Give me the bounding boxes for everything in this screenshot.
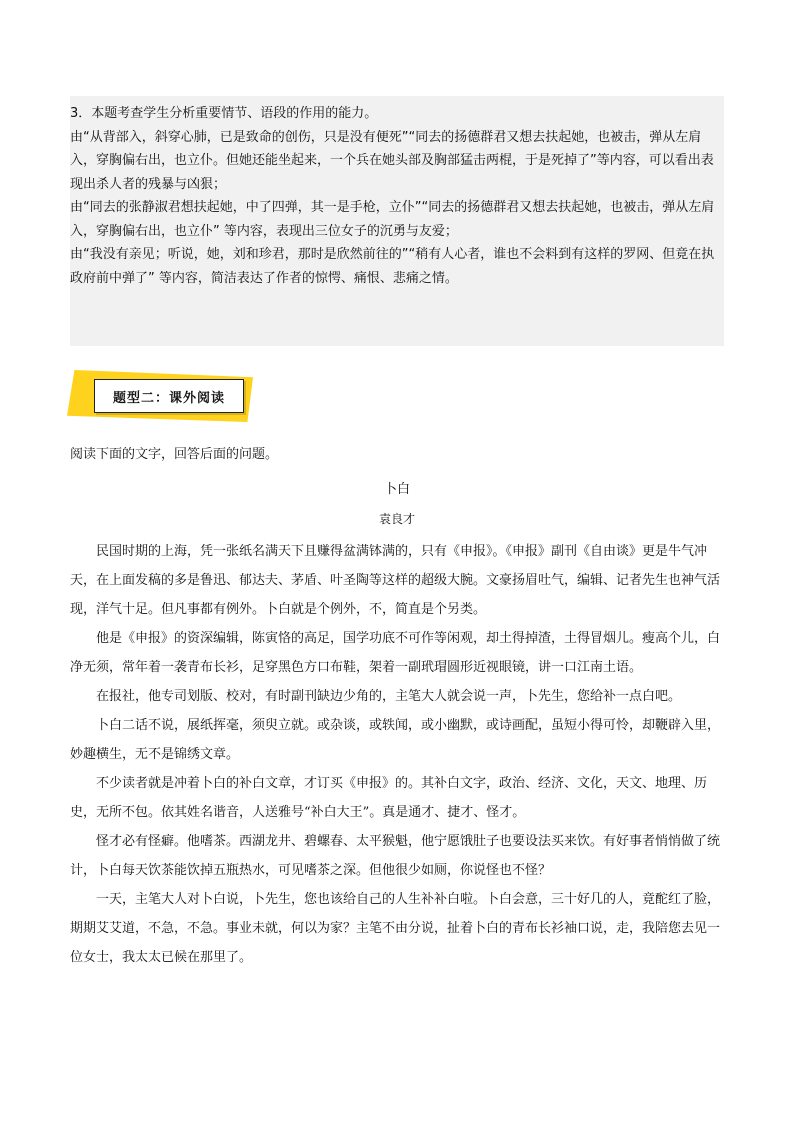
answer-heading: 3．本题考查学生分析重要情节、语段的作用的能力。 [70, 106, 378, 121]
reading-intro: 阅读下面的文字，回答后面的问题。 [70, 447, 279, 462]
article-author: 袁良才 [378, 512, 415, 526]
article-paragraph: 怪才必有怪癖。他嗜茶。西湖龙井、碧螺春、太平猴魁，他宁愿饿肚子也要设法买来饮。有好事者悄悄做了统计，卜白每天饮茶能饮掉五瓶热水，可见嗜茶之深。但他很少如厕，你说怪也不怪？ [70, 834, 721, 878]
article-paragraph: 不少读者就是冲着卜白的补白文章，才订买《申报》的。其补白文字，政治、经济、文化，天文、地理、历史，无所不包。依其姓名谐音，人送雅号“补白大王”。真是通才、捷才、怪才。 [70, 776, 708, 820]
article-paragraph: 他是《申报》的资深编辑，陈寅恪的高足，国学功底不可作等闲观，却土得掉渣，土得冒烟儿。瘦高个儿，白净无须，常年着一袭青布长衫，足穿黑色方口布鞋，架着一副玳瑁圆形近视眼镜，讲一口江南土语。 [70, 631, 721, 675]
section-label: 题型二：课外阅读 [94, 379, 244, 413]
section-banner [67, 370, 253, 422]
answer-paragraph: 由“同去的张静淑君想扶起她，中了四弹，其一是手枪，立仆”“同去的扬德群君又想去扶起她，也被击，弹从左肩入，穿胸偏右出，也立仆” 等内容，表现出三位女子的沉勇与友爱； [70, 200, 715, 239]
article-paragraph: 民国时期的上海，凭一张纸名满天下且赚得盆满钵满的，只有《申报》。《申报》副刊《自由谈》更是牛气冲天，在上面发稿的多是鲁迅、郁达夫、茅盾、叶圣陶等这样的超级大腕。文豪扬眉吐气，编辑、记者先生也神气活现，洋气十足。但凡事都有例外。卜白就是个例外，不，简直是个另类。 [70, 544, 721, 617]
answer-paragraph: 由“从背部入，斜穿心肺，已是致命的创伤，只是没有便死”“同去的扬德群君又想去扶起她，也被击，弹从左肩入，穿胸偏右出，也立仆。但她还能坐起来，一个兵在她头部及胸部猛击两棍，于是死掉了”等内容，可以看出表现出杀人者的残暴与凶狠； [70, 129, 714, 192]
answer-analysis-box [70, 96, 724, 346]
article-paragraph: 一天，主笔大人对卜白说，卜先生，您也该给自己的人生补补白啦。卜白会意，三十好几的人，竟酡红了脸，期期艾艾道，不急，不急。事业未就，何以为家？主笔不由分说，扯着卜白的青布长衫袖口说，走，我陪您去见一位女士，我太太已候在那里了。 [70, 892, 721, 965]
answer-paragraph: 由“我没有亲见；听说，她，刘和珍君，那时是欣然前往的”“稍有人心者，谁也不会料到有这样的罗网、但竟在执政府前中弹了” 等内容，简洁表达了作者的惊愕、痛恨、悲痛之情。 [70, 247, 715, 286]
article-body [70, 537, 724, 972]
article-paragraph: 卜白二话不说，展纸挥毫，须臾立就。或杂谈，或轶闻，或小幽默，或诗画配，虽短小得可怜，却鞭辟入里，妙趣横生，无不是锦绣文章。 [70, 718, 721, 762]
article-title: 卜白 [383, 482, 410, 497]
article-paragraph: 在报社，他专司划版、校对，有时副刊缺边少角的，主笔大人就会说一声，卜先生，您给补一点白吧。 [96, 689, 682, 704]
